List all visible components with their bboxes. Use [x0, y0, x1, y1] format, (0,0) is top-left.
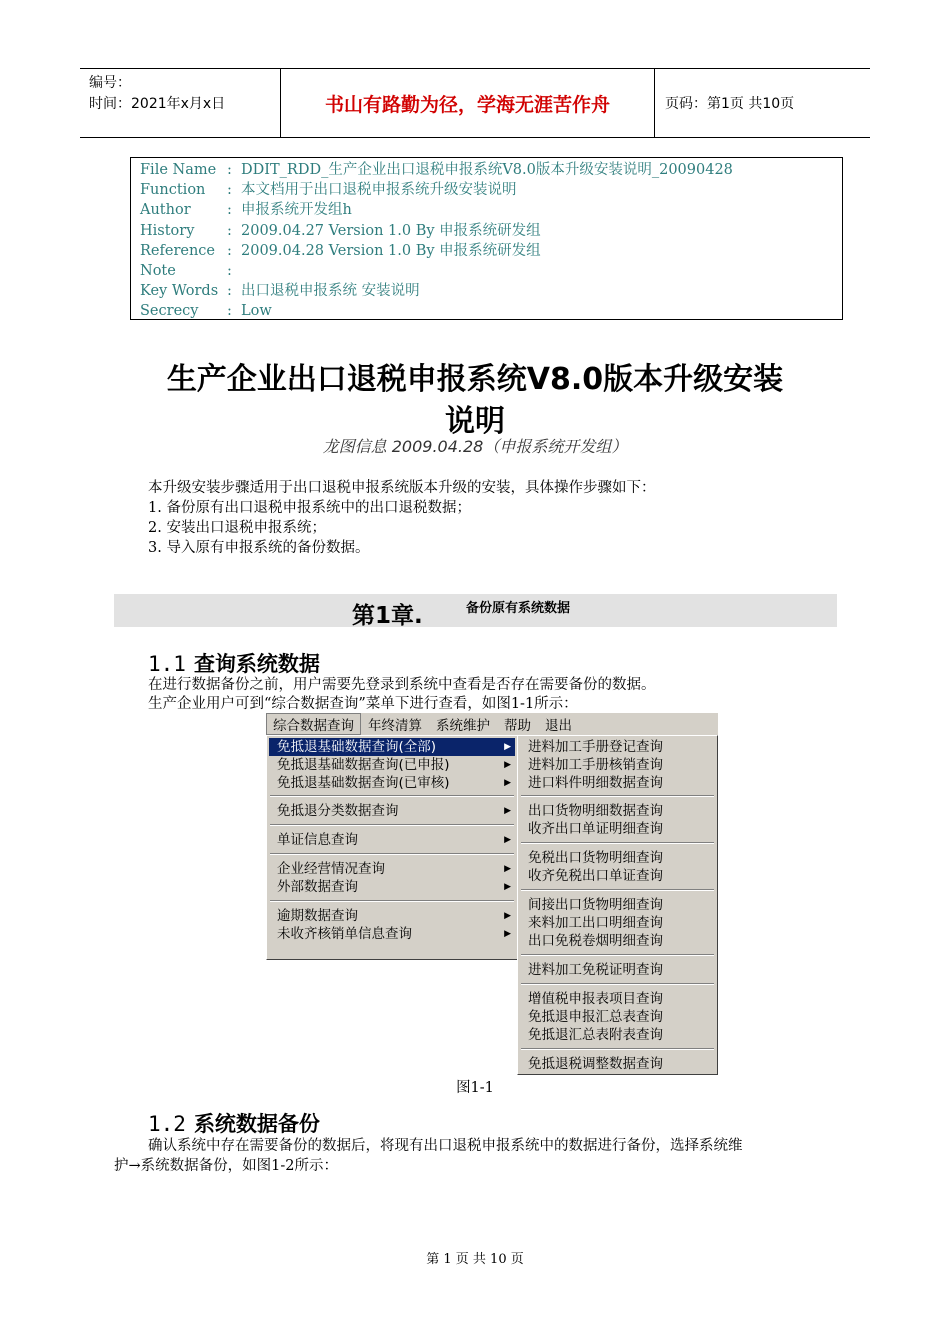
menu-separator	[270, 853, 514, 855]
submenu-item[interactable]: 增值税申报表项目查询	[528, 991, 663, 1007]
header-page-info: 页码：第1页 共10页	[665, 96, 795, 112]
menu-bar	[266, 713, 718, 735]
section-paragraph: 在进行数据备份之前，用户需要先登录到系统中查看是否存在需要备份的数据。	[148, 677, 656, 693]
info-row: Note :	[140, 263, 232, 280]
info-row: History : 2009.04.27 Version 1.0 By 申报系统研发组	[140, 222, 541, 239]
figure-caption: 图1-1	[456, 1080, 494, 1096]
doc-title-line1: 生产企业出口退税申报系统V8.0版本升级安装	[166, 362, 784, 397]
menu-item[interactable]: 企业经营情况查询 ▶	[277, 861, 511, 877]
header-motto: 书山有路勤为径，学海无涯苦作舟	[281, 69, 655, 137]
menu-separator	[270, 824, 514, 826]
menu-separator	[521, 954, 714, 956]
submenu-item[interactable]: 进料加工手册登记查询	[528, 739, 663, 755]
menu-separator	[521, 842, 714, 844]
header-meta-cell	[80, 69, 281, 137]
info-row: File Name : DDIT_RDD_生产企业出口退税申报系统V8.0版本升级安装说明_20090428	[140, 162, 733, 178]
submenu-arrow-icon: ▶	[504, 929, 511, 939]
submenu-item[interactable]: 来料加工出口明细查询	[528, 915, 663, 931]
submenu-arrow-icon: ▶	[504, 742, 511, 752]
section-heading-1-2: 1.2 系统数据备份	[148, 1112, 320, 1136]
info-row: Function : 本文档用于出口退税申报系统升级安装说明	[140, 182, 517, 199]
submenu-arrow-icon: ▶	[504, 760, 511, 770]
submenu-arrow-icon: ▶	[504, 806, 511, 816]
submenu-item[interactable]: 出口货物明细数据查询	[528, 803, 663, 819]
step-item: 2. 安装出口退税申报系统；	[148, 520, 326, 536]
code-label: 编号：	[89, 75, 131, 91]
menu-item[interactable]: 逾期数据查询 ▶	[277, 908, 511, 924]
page-header-table	[80, 68, 870, 138]
chapter-number: 第1章.	[352, 603, 423, 629]
submenu-arrow-icon: ▶	[504, 911, 511, 921]
submenu-arrow-icon: ▶	[504, 864, 511, 874]
menu-separator	[270, 795, 514, 797]
menu-separator	[521, 983, 714, 985]
submenu	[517, 735, 718, 1075]
doc-title-line2: 说明	[445, 404, 505, 439]
submenu-item[interactable]: 收齐免税出口单证查询	[528, 868, 663, 884]
submenu-item[interactable]: 间接出口货物明细查询	[528, 897, 663, 913]
menu-item[interactable]: 免抵退基础数据查询(已申报) ▶	[277, 757, 511, 773]
info-row: Secrecy : Low	[140, 303, 272, 320]
submenu-arrow-icon: ▶	[504, 778, 511, 788]
submenu-item[interactable]: 出口免税卷烟明细查询	[528, 933, 663, 949]
menu-item[interactable]: 免抵退基础数据查询(已审核) ▶	[277, 775, 511, 791]
submenu-item[interactable]: 免抵退申报汇总表查询	[528, 1009, 663, 1025]
menu-separator	[270, 900, 514, 902]
menu-separator	[521, 1048, 714, 1050]
menu-comprehensive-query[interactable]: 综合数据查询	[266, 713, 361, 735]
section-paragraph: 护→系统数据备份，如图1-2所示：	[114, 1158, 338, 1174]
info-row: Author : 申报系统开发组h	[140, 202, 352, 219]
submenu-item[interactable]: 进口料件明细数据查询	[528, 775, 663, 791]
info-row: Key Words : 出口退税申报系统 安装说明	[140, 283, 420, 300]
intro-paragraph: 本升级安装步骤适用于出口退税申报系统版本升级的安装，具体操作步骤如下：	[148, 480, 656, 496]
menu-separator	[521, 889, 714, 891]
submenu-item[interactable]: 免抵退税调整数据查询	[528, 1056, 663, 1072]
doc-subtitle: 龙图信息 2009.04.28（申报系统开发组）	[322, 437, 628, 456]
section-paragraph: 确认系统中存在需要备份的数据后，将现有出口退税申报系统中的数据进行备份，选择系统维	[148, 1138, 743, 1154]
menu-screenshot-figure	[266, 713, 718, 1075]
menu-separator	[521, 795, 714, 797]
page-footer: 第 1 页 共 10 页	[426, 1252, 524, 1267]
submenu-item[interactable]: 进料加工免税证明查询	[528, 962, 663, 978]
menu-item[interactable]: 免抵退分类数据查询 ▶	[277, 803, 511, 819]
time-label: 时间：2021年x月x日	[89, 96, 226, 112]
info-row: Reference : 2009.04.28 Version 1.0 By 申报系统研发组	[140, 242, 541, 259]
submenu-item[interactable]: 免抵退汇总表附表查询	[528, 1027, 663, 1043]
section-paragraph: 生产企业用户可到“综合数据查询”菜单下进行查看，如图1-1所示：	[148, 696, 578, 712]
chapter-title: 备份原有系统数据	[466, 601, 571, 616]
menu-year-end[interactable]: 年终清算	[368, 718, 422, 734]
menu-system-maintenance[interactable]: 系统维护	[436, 718, 490, 734]
menu-item[interactable]: 未收齐核销单信息查询 ▶	[277, 926, 511, 942]
document-info-box	[130, 157, 843, 320]
menu-item[interactable]: 单证信息查询 ▶	[277, 832, 511, 848]
menu-help[interactable]: 帮助	[504, 718, 531, 734]
step-item: 3. 导入原有申报系统的备份数据。	[148, 540, 370, 556]
menu-exit[interactable]: 退出	[545, 718, 572, 734]
submenu-arrow-icon: ▶	[504, 882, 511, 892]
menu-item[interactable]: 外部数据查询 ▶	[277, 879, 511, 895]
menu-item[interactable]: 免抵退基础数据查询(全部) ▶	[269, 738, 515, 756]
step-item: 1. 备份原有出口退税申报系统中的出口退税数据；	[148, 500, 471, 516]
submenu-item[interactable]: 免税出口货物明细查询	[528, 850, 663, 866]
submenu-item[interactable]: 收齐出口单证明细查询	[528, 821, 663, 837]
section-heading-1-1: 1.1 查询系统数据	[148, 652, 320, 676]
submenu-arrow-icon: ▶	[504, 835, 511, 845]
dropdown-menu	[266, 735, 518, 960]
submenu-item[interactable]: 进料加工手册核销查询	[528, 757, 663, 773]
